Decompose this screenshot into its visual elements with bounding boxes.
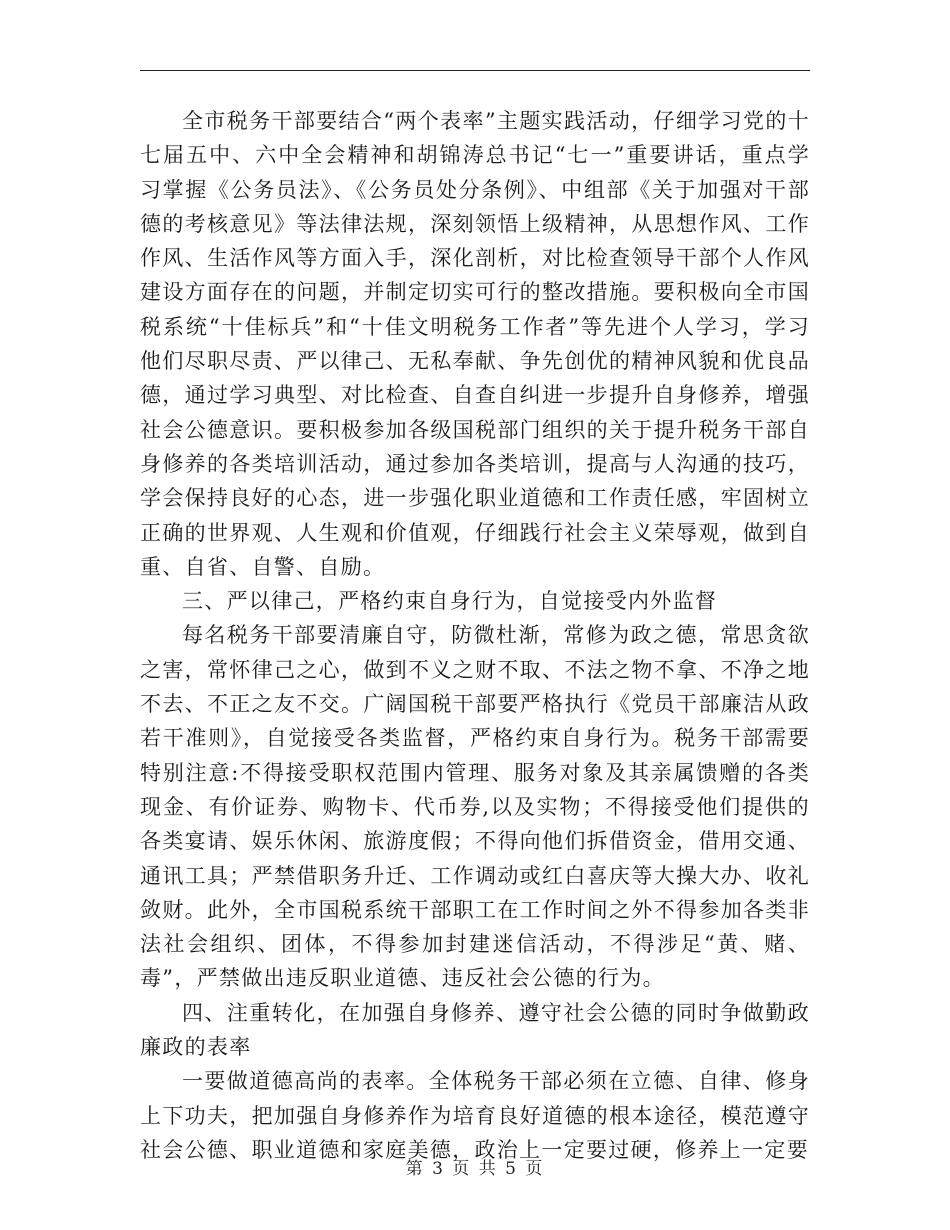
section-heading-4: 四、注重转化，在加强自身修养、遵守社会公德的同时争做勤政廉政的表率 [140,1000,810,1060]
paragraph-exemplar: 一要做道德高尚的表率。全体税务干部必须在立德、自律、修身上下功夫，把加强自身修养作为培育良好道德的根本途径，模范遵守社会公德、职业道德和家庭美德，政治上一定要过硬，修养上一定要 [140,1069,810,1162]
body-text [140,104,810,1167]
page-number-footer: 第 3 页 共 5 页 [405,1159,545,1179]
header-rule [140,70,810,71]
paragraph-study: 全市税务干部要结合“两个表率”主题实践活动，仔细学习党的十七届五中、六中全会精神和胡锦涛总书记“七一”重要讲话，重点学习掌握《公务员法》、《公务员处分条例》、中组部《关于加强对干部德的考核意见》等法律法规，深刻领悟上级精神，从思想作风、工作作风、生活作风等方面入手，深化剖析，对比检查领导干部个人作风建设方面存在的问题，并制定切实可行的整改措施。要积极向全市国税系统“十佳标兵”和“十佳文明税务工作者”等先进个人学习，学习他们尽职尽责、严以律己、无私奉献、争先创优的精神风貌和优良品德，通过学习典型、对比检查、自查自纠进一步提升自身修养，增强社会公德意识。要积极参加各级国税部门组织的关于提升税务干部自身修养的各类培训活动，通过参加各类培训，提高与人沟通的技巧，学会保持良好的心态，进一步强化职业道德和工作责任感，牢固树立正确的世界观、人生观和价值观，仔细践行社会主义荣辱观，做到自重、自省、自警、自励。 [140,109,810,579]
paragraph-discipline: 每名税务干部要清廉自守，防微杜渐，常修为政之德，常思贪欲之害，常怀律己之心，做到不义之财不取、不法之物不拿、不净之地不去、不正之友不交。广阔国税干部要严格执行《党员干部廉洁从政若干准则》，自觉接受各类监督，严格约束自身行为。税务干部需要特别注意:不得接受职权范围内管理、服务对象及其亲属馈赠的各类现金、有价证券、购物卡、代币券,以及实物；不得接受他们提供的各类宴请、娱乐休闲、旅游度假；不得向他们拆借资金，借用交通、通讯工具；严禁借职务升迁、工作调动或红白喜庆等大操大办、收礼敛财。此外，全市国税系统干部职工在工作时间之外不得参加各类非法社会组织、团体，不得参加封建迷信活动，不得涉足“黄、赌、毒”，严禁做出违反职业道德、违反社会公德的行为。 [140,623,810,991]
section-heading-3: 三、严以律己，严格约束自身行为，自觉接受内外监督 [182,589,718,614]
